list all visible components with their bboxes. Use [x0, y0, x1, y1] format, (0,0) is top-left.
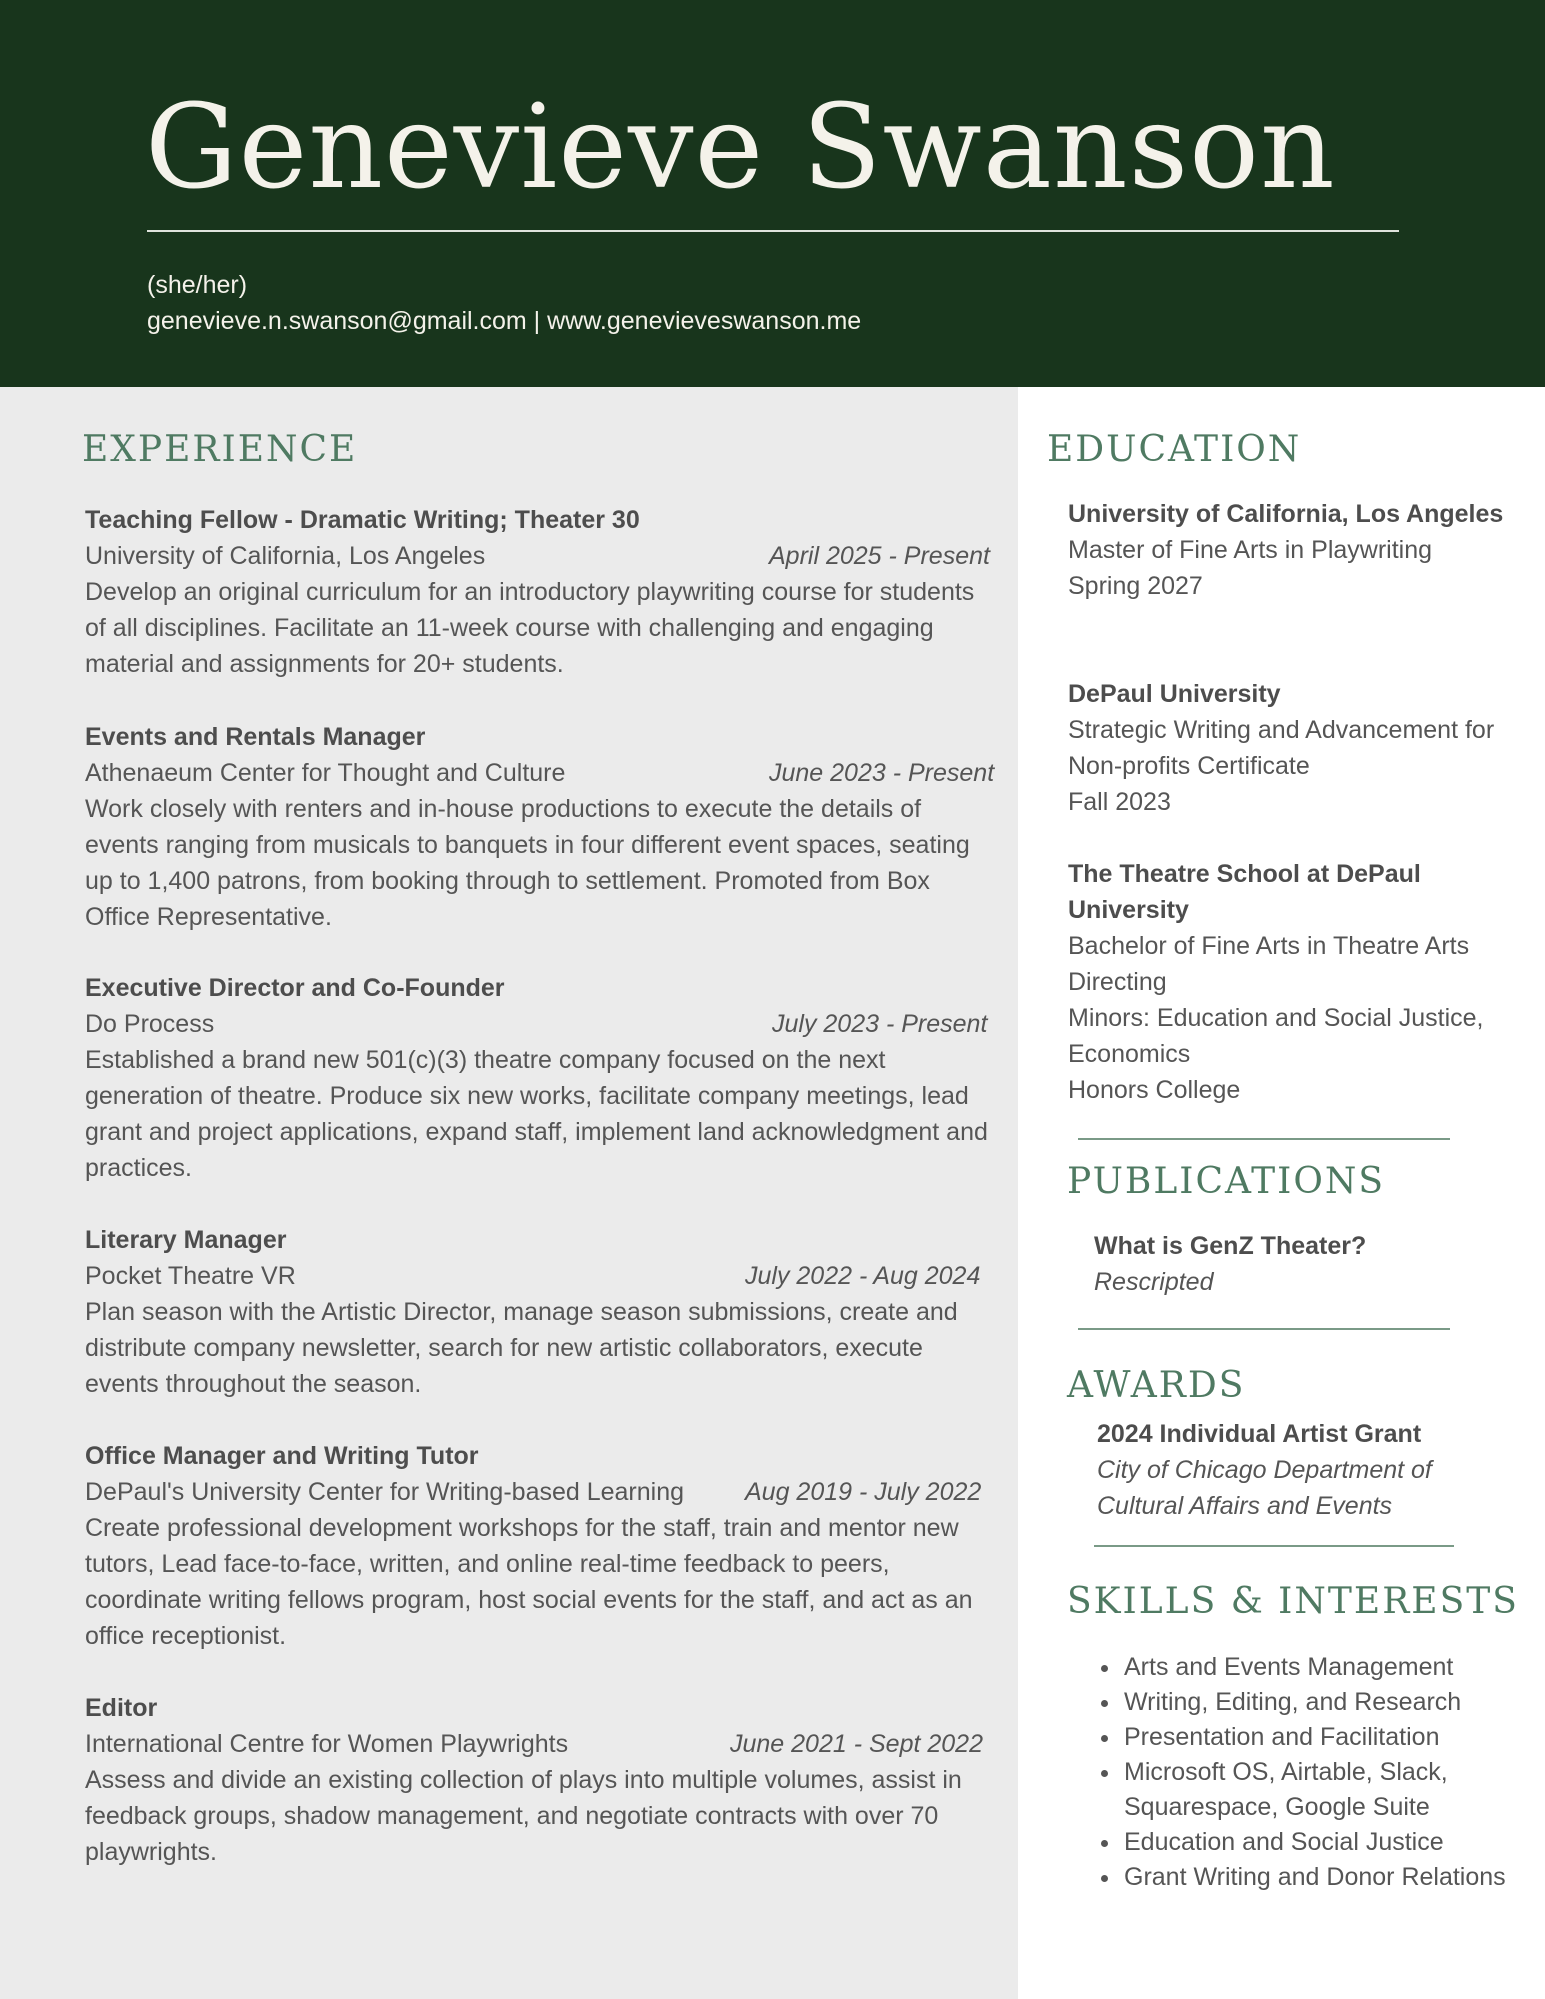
job-description: Create professional development workshops for the staff, train and mentor new tutors, Lead face-to-face, written, and online real-time feedback to peers, coordinate writing fellows program, host social events for the staff, and act as an office receptionist. — [85, 1514, 973, 1650]
job-dates: June 2023 - Present — [769, 759, 995, 787]
skills-list — [1094, 1650, 1545, 1895]
education-entry — [1068, 676, 1508, 820]
job-organization: Athenaeum Center for Thought and Culture June 2023 - Present — [85, 755, 995, 791]
education-entry — [1068, 856, 1508, 1108]
job-organization: International Centre for Women Playwrights June 2021 - Sept 2022 — [85, 1726, 995, 1762]
job-description: Develop an original curriculum for an introductory playwriting course for students of all disciplines. Facilitate an 11-week course with challenging and engaging material and assignments for 20+ students. — [85, 578, 975, 678]
skill-item: • Microsoft OS, Airtable, Slack, Squarespace, Google Suite — [1122, 1755, 1545, 1825]
contact-info: genevieve.n.swanson@gmail.com | www.genevieveswanson.me — [147, 307, 862, 335]
job-title: Events and Rentals Manager — [85, 723, 426, 751]
job-dates: July 2022 - Aug 2024 — [745, 1262, 981, 1290]
pronouns: (she/her) — [147, 271, 248, 299]
job-organization: Pocket Theatre VR July 2022 - Aug 2024 — [85, 1258, 995, 1294]
experience-heading: EXPERIENCE — [82, 429, 358, 470]
publication-title: What is GenZ Theater? — [1094, 1232, 1367, 1260]
experience-entry — [85, 502, 995, 682]
skill-item: • Education and Social Justice — [1122, 1825, 1545, 1860]
job-title: Literary Manager — [85, 1226, 287, 1254]
skills-heading: SKILLS & INTERESTS — [1067, 1581, 1519, 1622]
school-name: DePaul University — [1068, 680, 1281, 708]
school-name: The Theatre School at DePaul University — [1068, 860, 1421, 924]
publication-publisher: Rescripted — [1094, 1268, 1214, 1296]
resume-header — [0, 0, 1545, 387]
experience-entry — [85, 1690, 995, 1870]
education-heading: EDUCATION — [1047, 429, 1302, 470]
minors: Minors: Education and Social Justice, Economics — [1068, 1004, 1484, 1068]
degree: Master of Fine Arts in Playwriting — [1068, 536, 1433, 564]
award-entry — [1097, 1416, 1497, 1524]
candidate-name: Genevieve Swanson — [145, 80, 1336, 215]
graduation-date: Spring 2027 — [1068, 572, 1203, 600]
experience-entry — [85, 970, 995, 1186]
school-name: University of California, Los Angeles — [1068, 500, 1504, 528]
education-entry — [1068, 496, 1508, 604]
graduation-date: Fall 2023 — [1068, 788, 1171, 816]
job-description: Plan season with the Artistic Director, manage season submissions, create and distribute company newsletter, search for new artistic collaborators, execute events throughout the season. — [85, 1298, 958, 1398]
job-title: Editor — [85, 1694, 158, 1722]
award-issuer: City of Chicago Department of Cultural Affairs and Events — [1097, 1456, 1432, 1520]
experience-entry — [85, 1222, 995, 1402]
experience-entry — [85, 719, 995, 935]
job-title: Office Manager and Writing Tutor — [85, 1442, 479, 1470]
job-dates: April 2025 - Present — [769, 542, 990, 570]
job-title: Teaching Fellow - Dramatic Writing; Theater 30 — [85, 506, 640, 534]
degree: Bachelor of Fine Arts in Theatre Arts Directing — [1068, 932, 1470, 996]
job-organization: Do Process July 2023 - Present — [85, 1006, 995, 1042]
experience-entry — [85, 1438, 995, 1654]
header-divider — [147, 230, 1399, 232]
section-divider — [1078, 1328, 1450, 1330]
section-divider — [1094, 1545, 1454, 1547]
job-title: Executive Director and Co-Founder — [85, 974, 505, 1002]
skill-item: • Arts and Events Management — [1122, 1650, 1545, 1685]
job-description: Established a brand new 501(c)(3) theatre company focused on the next generation of theatre. Produce six new works, facilitate company meetings, lead grant and project applications, expand staff, implement land acknowledgment and practices. — [85, 1046, 988, 1182]
section-divider — [1078, 1138, 1450, 1140]
job-dates: Aug 2019 - July 2022 — [745, 1478, 982, 1506]
job-description: Work closely with renters and in-house productions to execute the details of events ranging from musicals to banquets in four different event spaces, seating up to 1,400 patrons, from booking through to settlement. Promoted from Box Office Representative. — [85, 795, 970, 931]
publications-heading: PUBLICATIONS — [1067, 1161, 1385, 1202]
skill-item: • Grant Writing and Donor Relations — [1122, 1860, 1545, 1895]
job-organization: University of California, Los Angeles April 2025 - Present — [85, 538, 995, 574]
honors: Honors College — [1068, 1076, 1241, 1104]
awards-heading: AWARDS — [1067, 1365, 1246, 1406]
job-organization: DePaul's University Center for Writing-based Learning Aug 2019 - July 2022 — [85, 1474, 995, 1510]
job-dates: July 2023 - Present — [772, 1010, 988, 1038]
job-dates: June 2021 - Sept 2022 — [730, 1730, 983, 1758]
publication-entry — [1094, 1228, 1514, 1300]
degree: Strategic Writing and Advancement for Non-profits Certificate — [1068, 716, 1495, 780]
skill-item: • Presentation and Facilitation — [1122, 1720, 1545, 1755]
skill-item: • Writing, Editing, and Research — [1122, 1685, 1545, 1720]
job-description: Assess and divide an existing collection of plays into multiple volumes, assist in feedback groups, shadow management, and negotiate contracts with over 70 playwrights. — [85, 1766, 962, 1866]
award-title: 2024 Individual Artist Grant — [1097, 1420, 1422, 1448]
